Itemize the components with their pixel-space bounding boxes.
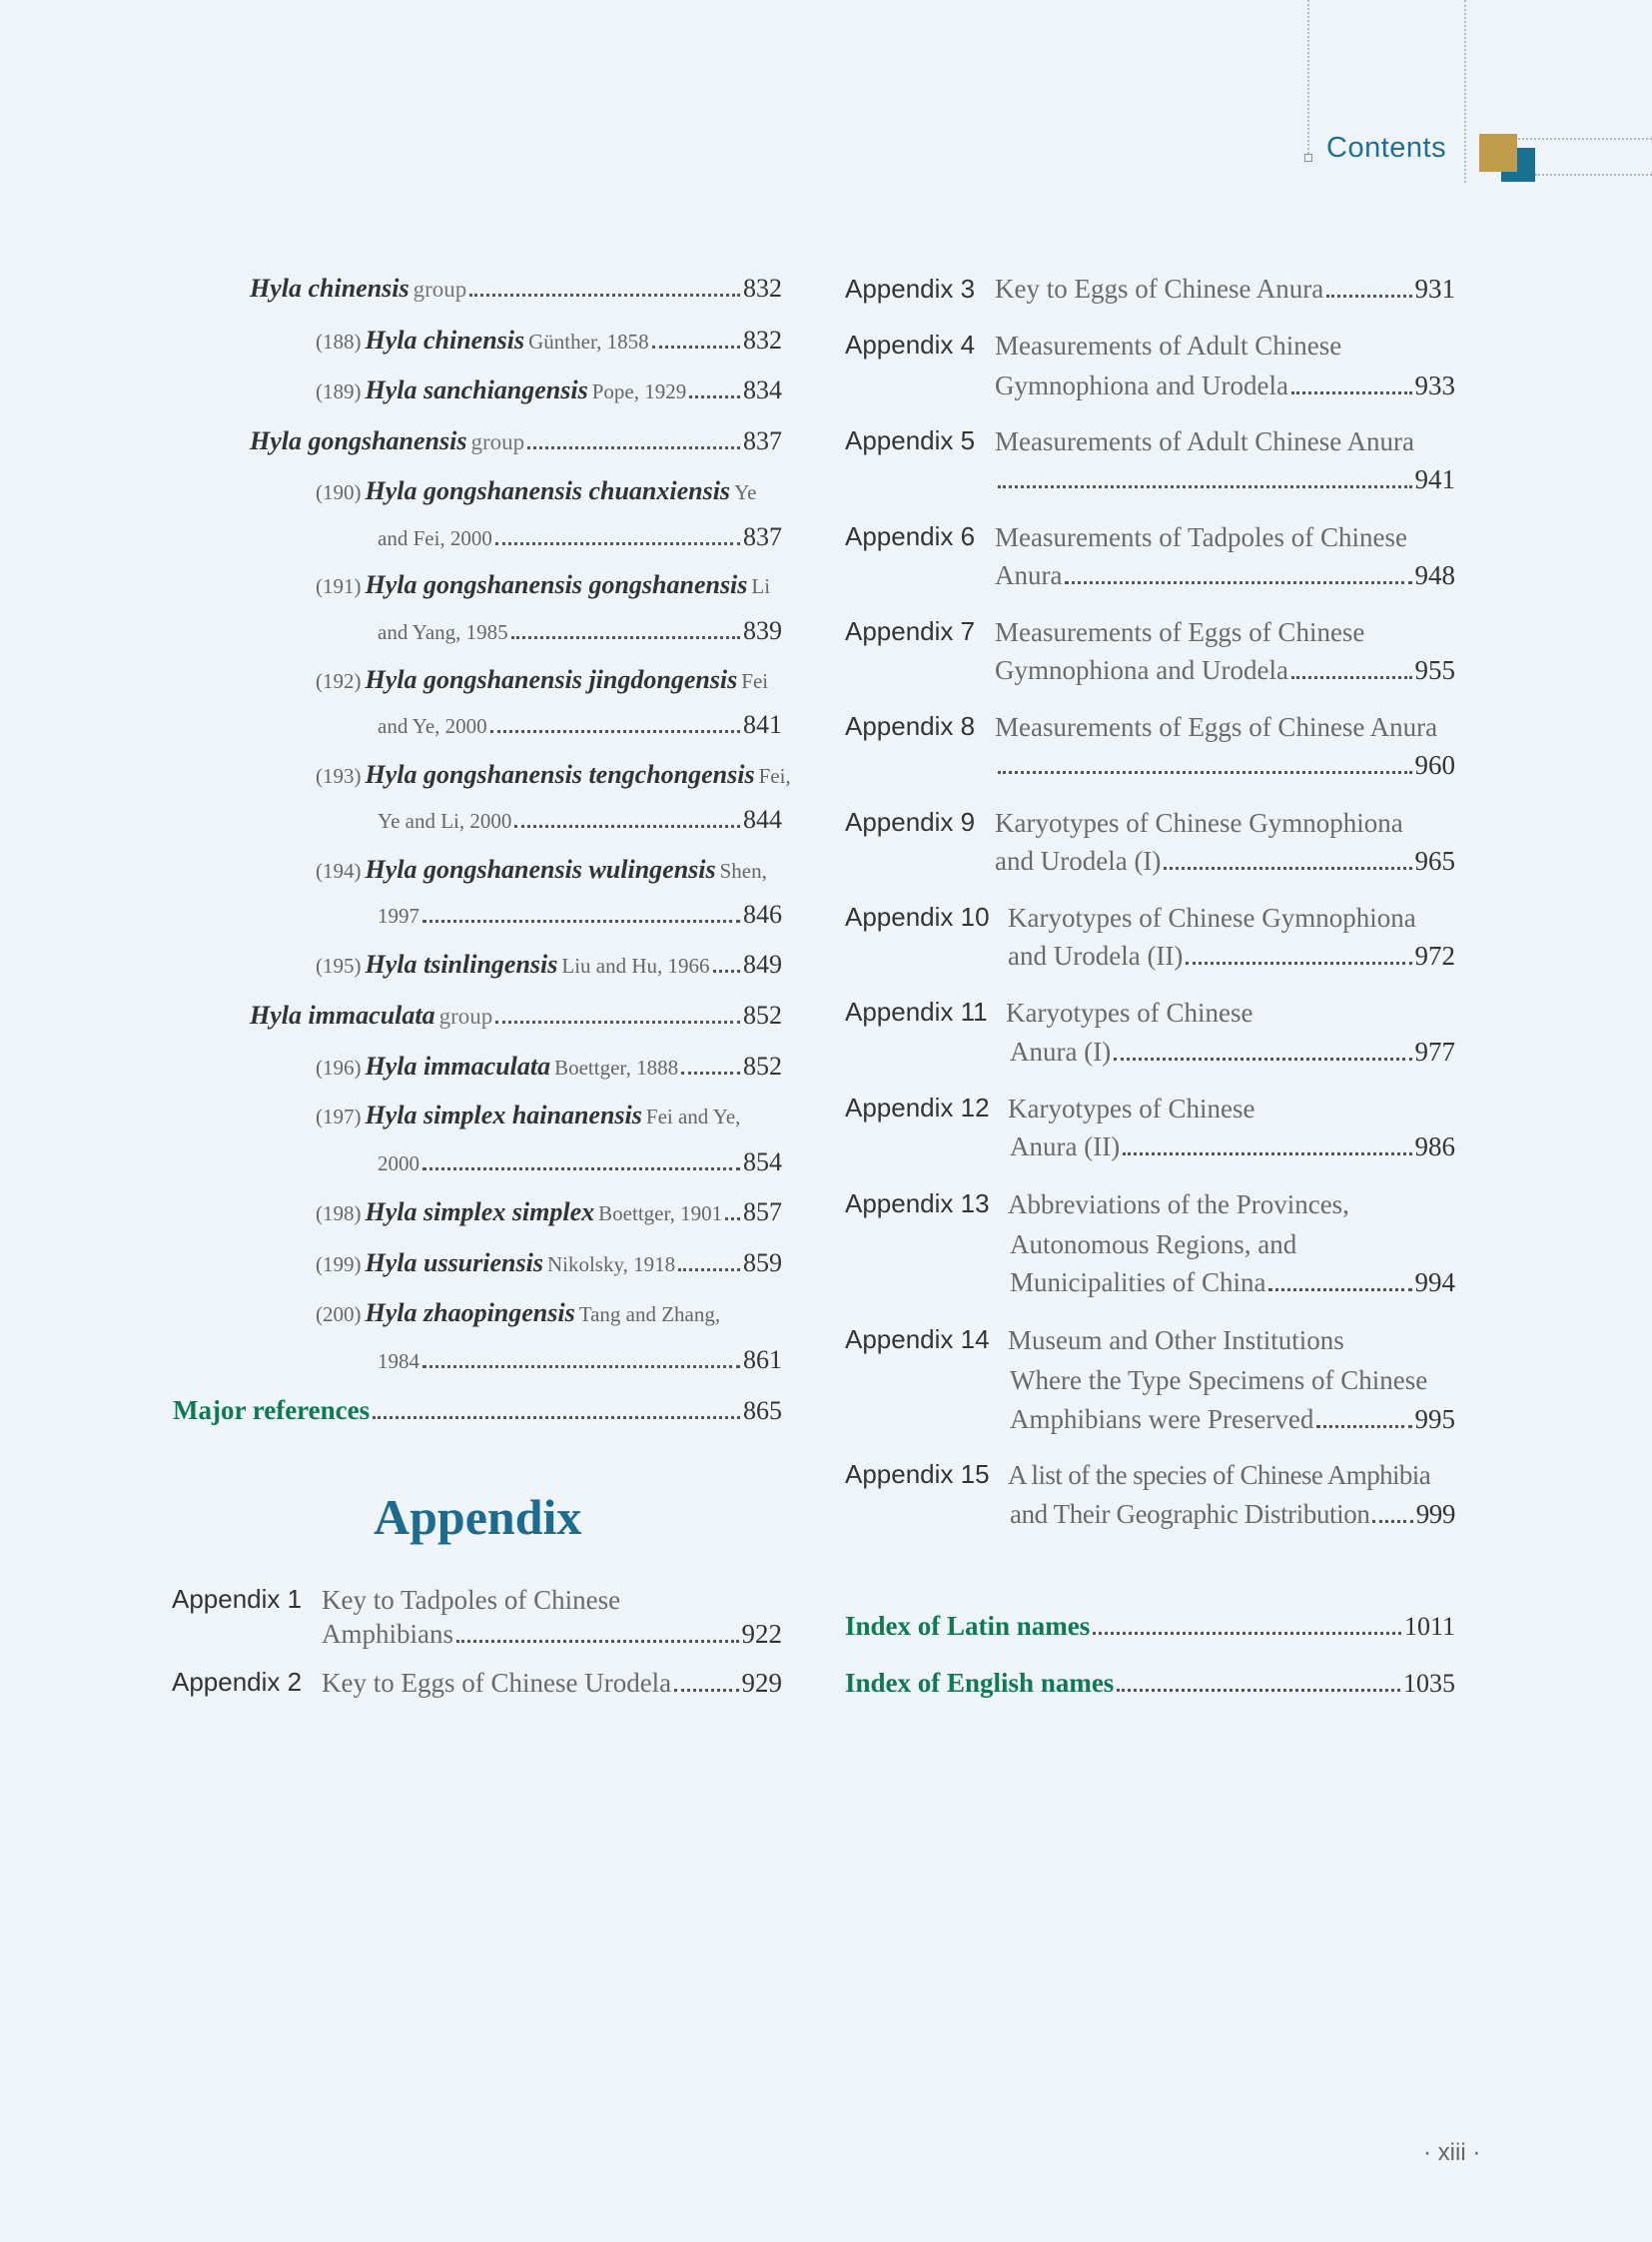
appendix-label: Appendix 13 [845, 1188, 990, 1218]
dot-leader [495, 1021, 740, 1024]
toc-species-entry[interactable] [316, 1248, 782, 1278]
appendix-title-line[interactable]: Karyotypes of Chinese [1008, 1094, 1255, 1123]
species-name: Hyla sanchiangensis [365, 375, 588, 404]
toc-species-entry-continuation[interactable] [378, 522, 782, 552]
species-author: Günther, 1858 [528, 330, 649, 354]
appendix-label: Appendix 12 [845, 1093, 990, 1122]
toc-appendix-entry[interactable] [995, 464, 1455, 495]
species-author-continued: and Yang, 1985 [378, 620, 508, 644]
species-name: Hyla gongshanensis jingdongensis [365, 665, 738, 694]
toc-group-entry[interactable] [250, 1001, 782, 1031]
group-label: group [413, 277, 467, 302]
species-name: Hyla gongshanensis gongshanensis [365, 570, 748, 599]
species-name: Hyla gongshanensis chuanxiensis [365, 476, 731, 505]
dot-leader [456, 1640, 739, 1643]
dot-leader [511, 636, 740, 639]
toc-appendix-entry[interactable] [995, 846, 1455, 877]
dot-leader [422, 920, 740, 923]
toc-appendix-entry[interactable] [1010, 1499, 1455, 1530]
species-author: Boettger, 1901 [598, 1201, 723, 1225]
toc-appendix-entry[interactable] [995, 274, 1455, 305]
page-number: 922 [741, 1619, 782, 1649]
species-author-continued: 2000 [378, 1151, 419, 1175]
appendix-title-line: Gymnophiona and Urodela [995, 655, 1288, 685]
appendix-title-line: and Their Geographic Distribution [1010, 1499, 1370, 1529]
toc-appendix-entry[interactable] [1010, 1037, 1455, 1068]
appendix-label: Appendix 14 [845, 1324, 990, 1354]
toc-appendix-entry[interactable] [995, 655, 1455, 686]
page-number: 995 [1414, 1404, 1455, 1434]
appendix-title-line[interactable]: Measurements of Eggs of Chinese [995, 617, 1365, 647]
appendix-title-line[interactable]: Autonomous Regions, and [1010, 1229, 1297, 1259]
dot-leader [1326, 295, 1411, 298]
dot-leader [1123, 1152, 1411, 1155]
species-name: Hyla gongshanensis [250, 426, 467, 455]
species-name: Hyla immaculata [250, 1001, 435, 1030]
species-author: Liu and Hu, 1966 [561, 954, 710, 978]
appendix-title-line: Anura [995, 560, 1063, 590]
species-number: (189) [316, 379, 362, 403]
dot-leader [652, 346, 740, 349]
page-number: 846 [743, 900, 782, 929]
appendix-title-line[interactable]: Measurements of Tadpoles of Chinese [995, 522, 1408, 552]
dot-leader [1164, 867, 1411, 870]
appendix-title-line: Amphibians were Preserved [1010, 1404, 1314, 1434]
dot-leader [678, 1268, 740, 1271]
page-number: 854 [743, 1147, 782, 1176]
toc-species-entry-continuation[interactable] [378, 1345, 782, 1375]
species-author: Boettger, 1888 [554, 1056, 679, 1080]
page-number: 841 [743, 710, 782, 739]
appendix-title-line[interactable]: Abbreviations of the Provinces, [1008, 1189, 1349, 1219]
species-number: (195) [316, 954, 362, 978]
species-author: Shen, [719, 859, 767, 883]
appendix-title-line: and Urodela (I) [995, 846, 1162, 876]
appendix-title-line: Gymnophiona and Urodela [995, 371, 1288, 400]
page-number: 837 [743, 522, 782, 551]
toc-species-entry[interactable] [316, 1197, 782, 1227]
toc-appendix-entry[interactable] [995, 560, 1455, 591]
species-name: Hyla zhaopingensis [365, 1298, 575, 1327]
major-references-label: Major references [173, 1395, 371, 1425]
index-label: Index of Latin names [845, 1611, 1091, 1641]
appendix-title-line[interactable]: Key to Tadpoles of Chinese [322, 1585, 621, 1615]
page-number: 994 [1414, 1267, 1455, 1297]
appendix-title-line: Amphibians [322, 1619, 453, 1649]
page-number: 852 [743, 1052, 782, 1081]
index-label: Index of English names [845, 1668, 1115, 1698]
page-header-title: Contents [1326, 132, 1447, 164]
appendix-label: Appendix 1 [172, 1584, 303, 1614]
header-rule-vertical-left [1307, 0, 1309, 162]
page-number: 832 [743, 326, 782, 355]
species-number: (199) [316, 1252, 362, 1276]
page-number: 955 [1414, 655, 1455, 685]
species-name: Hyla simplex simplex [365, 1197, 595, 1226]
page-number: 972 [1414, 941, 1455, 971]
page-number: 999 [1415, 1499, 1455, 1529]
toc-index-latin[interactable] [845, 1611, 1455, 1642]
page-number: 948 [1414, 560, 1455, 590]
species-author-continued: 1984 [378, 1349, 419, 1373]
dot-leader [527, 446, 740, 449]
species-number: (191) [316, 574, 362, 598]
species-author-continued: and Ye, 2000 [378, 714, 487, 738]
appendix-label: Appendix 15 [845, 1459, 990, 1489]
species-number: (193) [316, 764, 362, 788]
page-folio: · xiii · [1423, 2139, 1481, 2166]
species-author: Ye [734, 480, 757, 504]
dot-leader [998, 485, 1412, 488]
species-name: Hyla chinensis [365, 326, 525, 355]
species-author: Tang and Zhang, [578, 1302, 721, 1326]
appendix-title-line[interactable]: A list of the species of Chinese Amphibia [1008, 1460, 1431, 1490]
header-gold-square-icon [1479, 134, 1517, 172]
appendix-title-line: Anura (II) [1010, 1131, 1121, 1161]
header-rule-vertical-right [1464, 0, 1466, 183]
dot-leader [490, 730, 740, 733]
page-number: 852 [743, 1001, 782, 1030]
dot-leader [1268, 1288, 1411, 1291]
dot-leader [674, 1689, 738, 1692]
appendix-label: Appendix 10 [845, 902, 990, 932]
dot-leader [1114, 1058, 1411, 1061]
page-number: 861 [743, 1345, 782, 1374]
toc-species-entry[interactable] [316, 1052, 782, 1082]
dot-leader [469, 294, 740, 297]
page-number: 941 [1414, 464, 1455, 494]
page-number: 965 [1414, 846, 1455, 876]
toc-appendix-entry[interactable] [322, 1619, 782, 1650]
appendix-label: Appendix 3 [845, 274, 976, 304]
toc-species-entry-continuation[interactable] [378, 900, 782, 930]
appendix-label: Appendix 9 [845, 807, 976, 837]
dot-leader [998, 771, 1412, 774]
appendix-title-line: Key to Eggs of Chinese Anura [995, 274, 1324, 304]
appendix-label: Appendix 7 [845, 616, 976, 646]
page-number: 844 [743, 805, 782, 834]
dot-leader [725, 1217, 740, 1220]
page-number: 977 [1414, 1037, 1455, 1067]
species-number: (197) [316, 1105, 362, 1128]
appendix-title-line[interactable]: Where the Type Specimens of Chinese [1010, 1365, 1428, 1395]
toc-species-entry[interactable] [316, 375, 782, 405]
dot-leader [1065, 581, 1411, 584]
appendix-heading: Appendix [374, 1489, 582, 1545]
toc-species-entry-first-line[interactable] [316, 665, 768, 695]
species-author: Nikolsky, 1918 [546, 1252, 676, 1276]
species-number: (198) [316, 1201, 362, 1225]
page-number: 1035 [1403, 1669, 1455, 1698]
toc-species-entry-continuation[interactable] [378, 616, 782, 646]
dot-leader [1093, 1632, 1401, 1635]
appendix-title-line[interactable]: Measurements of Adult Chinese Anura [995, 426, 1414, 456]
dot-leader [422, 1365, 740, 1368]
appendix-label: Appendix 11 [845, 997, 988, 1027]
toc-appendix-entry[interactable] [995, 371, 1455, 401]
page-number: 837 [743, 426, 782, 455]
toc-appendix-entry[interactable] [1010, 1404, 1455, 1435]
species-name: Hyla immaculata [365, 1052, 551, 1081]
page-number: 929 [741, 1668, 782, 1698]
header-rule-horizontal-bottom [1535, 174, 1652, 176]
appendix-title-line: Key to Eggs of Chinese Urodela [322, 1668, 672, 1698]
toc-species-entry[interactable] [316, 326, 782, 356]
appendix-title-line[interactable]: Karyotypes of Chinese Gymnophiona [1008, 903, 1416, 933]
appendix-title-line: and Urodela (II) [1008, 941, 1184, 971]
dot-leader [1186, 962, 1411, 965]
dot-leader [1372, 1520, 1412, 1523]
dot-leader [373, 1416, 740, 1419]
appendix-label: Appendix 4 [845, 330, 976, 360]
dot-leader [1291, 391, 1412, 394]
appendix-title-line: Municipalities of China [1010, 1267, 1266, 1297]
species-number: (188) [316, 330, 362, 354]
page-number: 865 [743, 1396, 782, 1425]
species-author-continued: and Fei, 2000 [378, 526, 492, 550]
appendix-title-line[interactable]: Karyotypes of Chinese Gymnophiona [995, 808, 1403, 838]
page-number: 986 [1414, 1131, 1455, 1161]
toc-group-entry[interactable] [250, 426, 782, 456]
toc-appendix-entry[interactable] [1010, 1131, 1455, 1162]
toc-species-entry-first-line[interactable] [316, 1101, 740, 1130]
toc-species-entry-continuation[interactable] [378, 1147, 782, 1177]
toc-species-entry-first-line[interactable] [316, 855, 767, 885]
dot-leader [1117, 1689, 1400, 1692]
species-author-continued: 1997 [378, 904, 419, 928]
appendix-title-line: Anura (I) [1010, 1037, 1112, 1067]
page-number: 859 [743, 1248, 782, 1277]
species-author: Li [751, 574, 771, 598]
toc-species-entry-continuation[interactable] [378, 805, 782, 835]
species-number: (194) [316, 859, 362, 883]
dot-leader [1291, 676, 1412, 679]
species-name: Hyla gongshanensis wulingensis [365, 855, 716, 884]
toc-species-entry-continuation[interactable] [378, 710, 782, 740]
group-label: group [470, 429, 525, 454]
page-number: 960 [1414, 750, 1455, 780]
appendix-label: Appendix 5 [845, 425, 976, 455]
dot-leader [514, 825, 740, 828]
toc-appendix-entry[interactable] [995, 750, 1455, 781]
dot-leader [1316, 1425, 1411, 1428]
toc-appendix-entry[interactable] [1008, 941, 1455, 972]
species-author: Fei and Ye, [645, 1105, 741, 1128]
dot-leader [495, 542, 740, 545]
toc-index-english[interactable] [845, 1668, 1455, 1699]
species-name: Hyla ussuriensis [365, 1248, 543, 1277]
species-number: (192) [316, 669, 362, 693]
page-number: 839 [743, 616, 782, 645]
species-number: (196) [316, 1056, 362, 1080]
appendix-title-line[interactable]: Museum and Other Institutions [1008, 1325, 1344, 1355]
page-number: 931 [1414, 274, 1455, 304]
page-number: 857 [743, 1197, 782, 1226]
toc-appendix-entry[interactable] [322, 1668, 782, 1699]
dot-leader [681, 1072, 740, 1075]
dot-leader [713, 970, 740, 973]
species-author: Fei, [758, 764, 791, 788]
species-number: (200) [316, 1302, 362, 1326]
species-author-continued: Ye and Li, 2000 [378, 809, 512, 833]
header-bullet-icon [1304, 154, 1312, 162]
toc-group-entry[interactable] [250, 274, 782, 304]
appendix-label: Appendix 8 [845, 711, 976, 741]
page-number: 849 [743, 950, 782, 979]
appendix-title-line[interactable]: Measurements of Eggs of Chinese Anura [995, 712, 1438, 742]
appendix-label: Appendix 6 [845, 521, 976, 551]
species-author: Fei [741, 669, 769, 693]
page-number: 933 [1414, 371, 1455, 400]
species-number: (190) [316, 480, 362, 504]
toc-major-references[interactable] [173, 1395, 782, 1426]
group-label: group [438, 1004, 493, 1029]
toc-appendix-entry[interactable] [1010, 1267, 1455, 1298]
appendix-title-line[interactable]: Karyotypes of Chinese [1006, 998, 1253, 1028]
page-number: 834 [743, 375, 782, 404]
toc-species-entry-first-line[interactable] [316, 476, 756, 506]
dot-leader [689, 395, 740, 398]
appendix-label: Appendix 2 [172, 1667, 303, 1697]
species-name: Hyla simplex hainanensis [365, 1101, 642, 1129]
species-name: Hyla tsinlingensis [365, 950, 558, 979]
header-rule-horizontal-top [1514, 138, 1652, 140]
toc-species-entry[interactable] [316, 950, 782, 980]
page-number: 832 [743, 274, 782, 303]
species-author: Pope, 1929 [591, 379, 687, 403]
species-name: Hyla gongshanensis tengchongensis [365, 760, 755, 789]
dot-leader [422, 1167, 740, 1170]
toc-species-entry-first-line[interactable] [316, 1298, 720, 1328]
species-name: Hyla chinensis [250, 274, 410, 303]
appendix-title-line[interactable]: Measurements of Adult Chinese [995, 331, 1342, 361]
toc-species-entry-first-line[interactable] [316, 760, 791, 790]
toc-species-entry-first-line[interactable] [316, 570, 770, 600]
page-number: 1011 [1403, 1612, 1455, 1641]
